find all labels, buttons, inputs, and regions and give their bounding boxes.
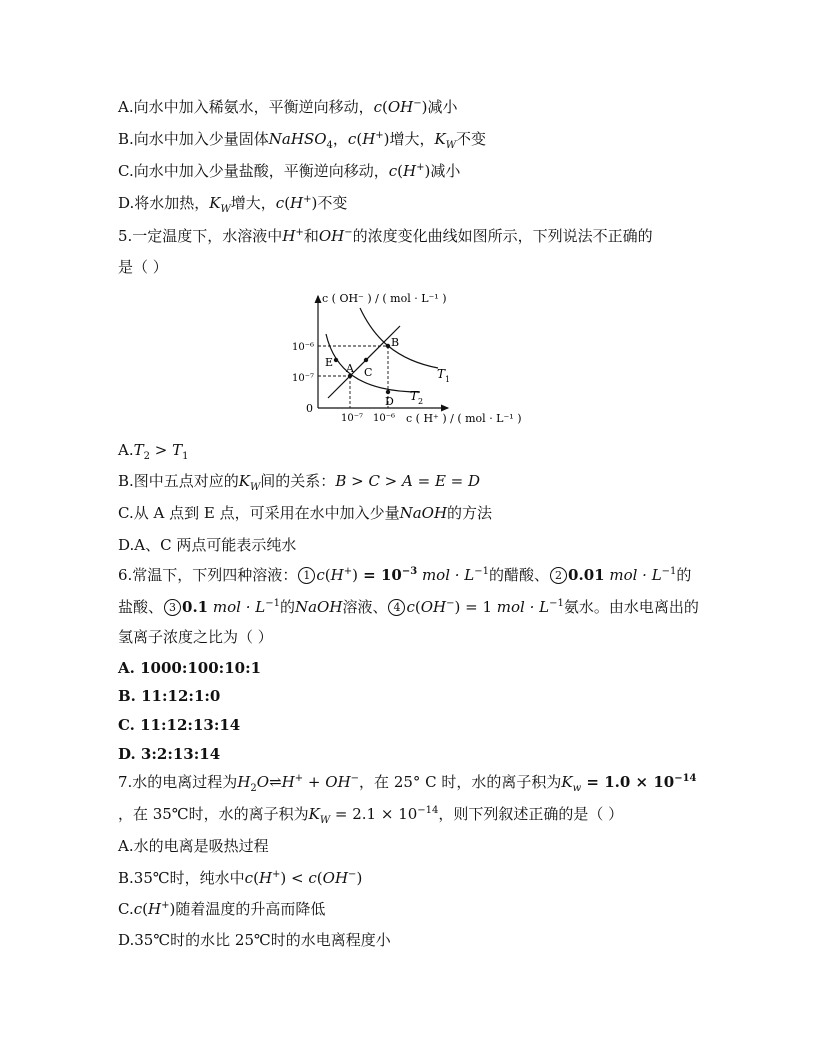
point-c [364,358,368,362]
x-tick-1e-6: 10⁻⁶ [373,413,396,424]
point-b [386,344,390,348]
y-axis-label: c ( OH⁻ ) / ( mol · L⁻¹ ) [322,292,447,305]
q6-option-b: B. 11:12:1:0 [118,687,221,705]
oh-vs-h-concentration-figure [288,288,538,428]
q4-option-c: C.向水中加入少量盐酸，平衡逆向移动，c(H+)减小 [118,162,461,180]
q7-option-a: A.水的电离是吸热过程 [118,837,269,855]
label-e: E [325,356,334,369]
q7-option-b: B.35℃时，纯水中c(H+) < c(OH−) [118,869,363,887]
q7-option-d: D.35℃时的水比 25℃时的水电离程度小 [118,931,391,949]
y-tick-1e-7: 10⁻⁷ [292,373,315,384]
origin-label: 0 [306,402,313,415]
label-t2: $T_2$ [410,389,424,406]
q5-option-d: D.A、C 两点可能表示纯水 [118,536,297,554]
q6-option-d: D. 3:2:13:14 [118,745,221,763]
q6-stem-line1: 6.常温下，下列四种溶液： 1 $c(H^+) = 10^{-3}$ mol · $L^{-1}$的醋酸、 2 0.01 mol · $L^{-1}$的 [118,566,692,584]
q6-option-c: C. 11:12:13:14 [118,716,241,734]
label-t1: $T_1$ [437,367,451,384]
point-d [386,390,390,394]
point-e [334,358,338,362]
q6-option-a: A. 1000:100:10:1 [118,659,262,677]
label-a: A [346,362,354,375]
q6-stem-line2: 盐酸、 3 0.1 mol · $L^{-1}$的NaOH溶液、 4 c(OH−) = 1 mol · $L^{-1}$氨水。由水电离出的 [118,598,699,616]
y-tick-1e-6: 10⁻⁶ [292,342,315,353]
q5-option-a: $A.T_2 > T_1$ [118,441,189,462]
q4-option-a: A.向水中加入稀氨水，平衡逆向移动，c(OH−)减小 [118,98,458,116]
q4-option-b: B.向水中加入少量固体NaHSO$_4$，c(H+)增大，$K_W$不变 [118,130,487,151]
label-b: B [391,336,400,349]
q7-option-c: C.c(H+)随着温度的升高而降低 [118,900,326,918]
q7-stem-line1: 7.水的电离过程为$H_2O\rightleftharpoons H^+ + OH^-$，在 25° C 时，水的离子积为$K_w = 1.0 \times 10^{-14}$ [118,773,697,794]
x-axis-label: c ( H⁺ ) / ( mol · L⁻¹ ) [406,412,522,425]
label-c: C [364,366,373,379]
q5-option-c: C.从 A 点到 E 点，可采用在水中加入少量NaOH的方法 [118,504,493,522]
q4-option-d: D.将水加热，$K_W$增大，c(H+)不变 [118,194,348,215]
q5-stem-line2: 是（ ） [118,258,168,276]
q5-stem-line1: 5.一定温度下，水溶液中H+和OH−的浓度变化曲线如图所示，下列说法不正确的 [118,227,653,245]
label-d: D [385,395,394,408]
q7-stem-line2: ，在 35℃时，水的离子积为$K_W = 2.1 \times 10^{-14}$，则下列叙述正确的是（ ） [118,805,624,826]
x-tick-1e-7: 10⁻⁷ [341,413,364,424]
curve-t2 [326,334,420,392]
q6-stem-line3: 氢离子浓度之比为（ ） [118,628,273,646]
q5-option-b: B.图中五点对应的$K_W$间的关系：B > C > A = E = D [118,472,481,493]
